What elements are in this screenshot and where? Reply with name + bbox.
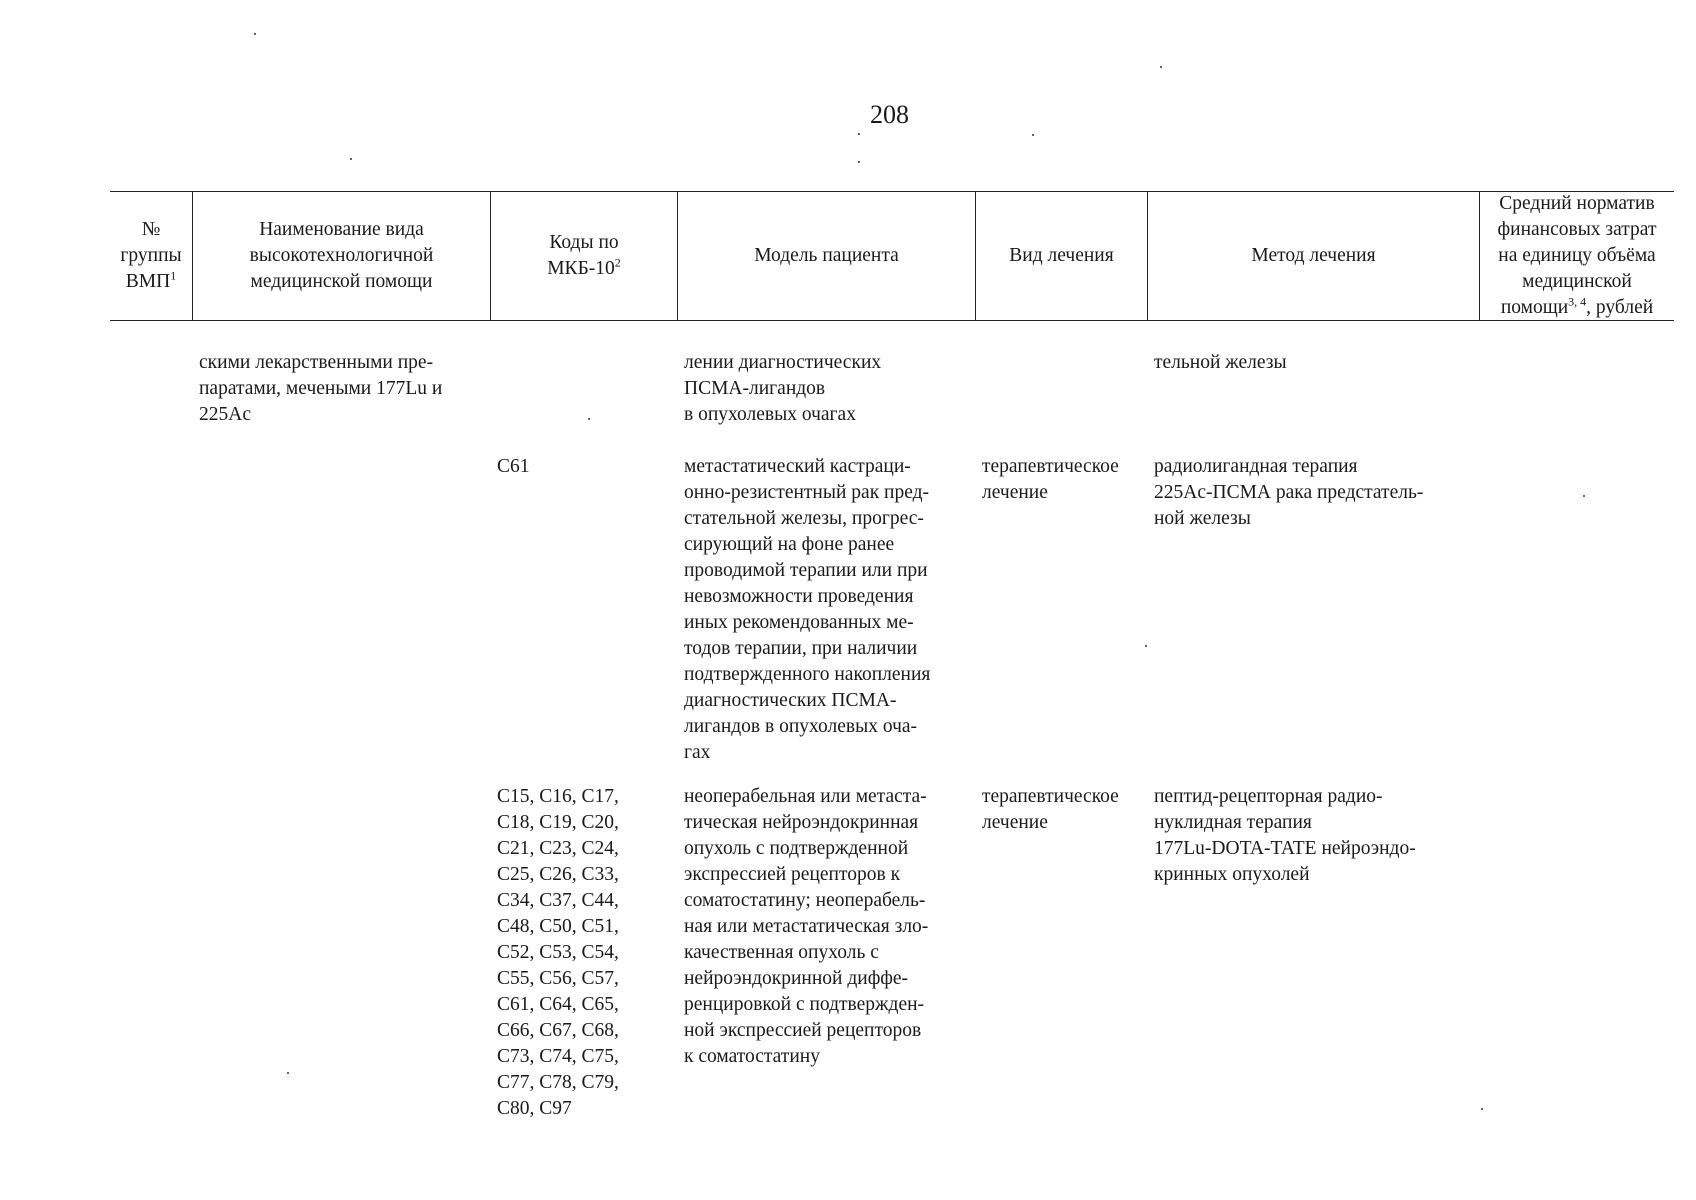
header-patient-model [678, 192, 975, 320]
header-icd-codes [491, 192, 677, 320]
header-bottom-rule [110, 320, 1674, 321]
header-average-cost [1480, 192, 1674, 320]
page-number: 208 [870, 100, 909, 129]
scan-speck [1032, 134, 1034, 136]
table-row-2-treatment-method: радиолигандная терапия 225Ac-ПСМА рака предстатель- ной железы [1154, 456, 1424, 529]
header-average-cost-suffix: , рублей [1586, 297, 1654, 318]
table-row-1-patient-model: лении диагностических ПСМА-лигандов в опухолевых очагах [684, 352, 882, 425]
scan-speck [1481, 1108, 1483, 1110]
header-group-number-text: № группы ВМП [120, 219, 182, 292]
header-group-number [110, 192, 192, 320]
table-row-3-treatment-method: пептид-рецепторная радио- нуклидная терапия 177Lu-DOTA-TATE нейроэндо- кринных опухолей [1154, 786, 1416, 885]
table-row-3-treatment-type: терапевтическое лечение [982, 786, 1119, 833]
header-treatment-method [1148, 192, 1479, 320]
scan-speck [350, 158, 352, 160]
header-patient-model-text: Модель пациента [754, 245, 899, 266]
header-care-type-name [193, 192, 490, 320]
scan-speck [287, 1072, 289, 1074]
footnote-marker: 3, 4 [1568, 294, 1587, 309]
header-icd-codes-text: Коды по МКБ-10 [547, 232, 619, 279]
scan-speck [588, 418, 590, 420]
table-row-2-treatment-type: терапевтическое лечение [982, 456, 1119, 503]
footnote-marker: 1 [170, 268, 177, 283]
scan-speck [858, 133, 860, 135]
table-row-1-care-type-name: скими лекарственными пре- паратами, мечеными 177Lu и 225Ac [199, 352, 443, 425]
table-row-3-patient-model: неоперабельная или метаста- тическая нейроэндокринная опухоль с подтвержденной экспрессией рецепторов к соматостатину; неоперабель- ная или метастатическая зло- качественная опухоль с нейроэндокринной диффе- ренцировкой с подтвержден- ной экспрессией рецепторов к соматостатину [684, 786, 929, 1067]
table-row-2-patient-model: метастатический кастраци- онно-резистентный рак пред- стательной железы, прогрес- сирующий на фоне ранее проводимой терапии или при невозможности проведения иных рекомендованных ме- тодов терапии, при наличии подтвержденного накопления диагностических ПСМА- лигандов в опухолевых оча- гах [684, 456, 931, 763]
footnote-marker: 2 [614, 255, 621, 270]
table-row-3-icd-codes: C15, C16, C17, C18, C19, C20, C21, C23, C24, C25, C26, C33, C34, C37, C44, C48, C50, C51, C52, C53, C54, C55, C56, C57, C61, C64, C65, C66, C67, C68, C73, C74, C75, C77, C78, C79, C80, C97 [497, 786, 619, 1119]
table-row-1-treatment-method: тельной железы [1154, 352, 1287, 373]
scan-speck [1160, 66, 1162, 68]
header-treatment-type-text: Вид лечения [1009, 245, 1114, 266]
table-row-2-icd-codes: C61 [497, 456, 530, 477]
header-treatment-type [976, 192, 1147, 320]
header-treatment-method-text: Метод лечения [1251, 245, 1376, 266]
scan-speck [254, 33, 256, 35]
header-average-cost-text: Средний норматив финансовых затрат на единицу объёма медицинской помощи [1497, 193, 1657, 318]
scan-speck [858, 161, 860, 163]
header-care-type-name-text: Наименование вида высокотехнологичной медицинской помощи [249, 219, 434, 292]
scan-speck [1145, 645, 1147, 647]
scan-speck [1583, 495, 1585, 497]
